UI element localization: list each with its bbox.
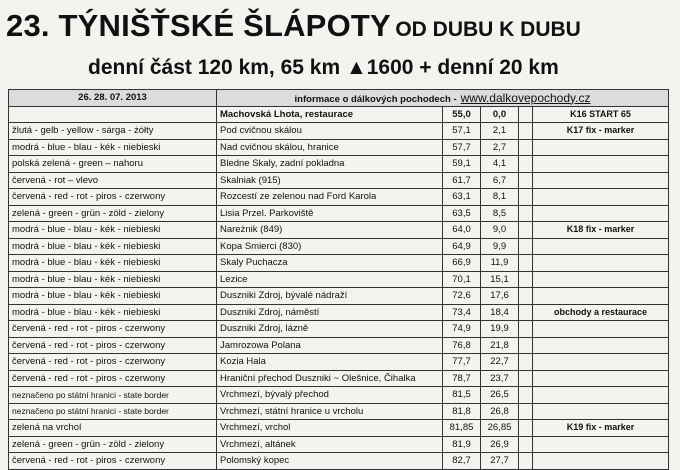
distance-cell: 21,8	[481, 337, 519, 354]
km-cell: 81,85	[443, 420, 481, 437]
place-cell: Duszniki Zdroj, náměstí	[217, 304, 443, 321]
trail-marker-cell: modrá - blue - blau - kék - niebieski	[9, 255, 217, 272]
spacer-cell	[519, 123, 533, 140]
table-row	[9, 271, 669, 288]
km-cell: 64,9	[443, 238, 481, 255]
checkpoint-note-cell: K19 fix - marker	[533, 420, 669, 437]
spacer-cell	[519, 238, 533, 255]
place-cell: Jamrozowa Polana	[217, 337, 443, 354]
spacer-cell	[519, 370, 533, 387]
place-cell: Skalniak (915)	[217, 172, 443, 189]
table-row	[9, 288, 669, 305]
title-main: 23. TÝNIŠŤSKÉ ŠLÁPOTY	[6, 8, 391, 43]
checkpoint-note-cell	[533, 255, 669, 272]
spacer-cell	[519, 288, 533, 305]
checkpoint-note-cell	[533, 139, 669, 156]
distance-cell: 23,7	[481, 370, 519, 387]
spacer-cell	[519, 271, 533, 288]
spacer-cell	[519, 420, 533, 437]
checkpoint-note-cell	[533, 156, 669, 173]
km-cell: 81,5	[443, 387, 481, 404]
km-cell: 66,9	[443, 255, 481, 272]
checkpoint-note-cell: K17 fix - marker	[533, 123, 669, 140]
km-cell: 82,7	[443, 453, 481, 470]
table-row	[9, 354, 669, 371]
distance-cell: 26,5	[481, 387, 519, 404]
km-cell: 81,9	[443, 436, 481, 453]
km-cell: 73,4	[443, 304, 481, 321]
trail-marker-cell: modrá - blue - blau - kék - niebieski	[9, 271, 217, 288]
spacer-cell	[519, 139, 533, 156]
table-row	[9, 255, 669, 272]
checkpoint-note-cell	[533, 337, 669, 354]
spacer-cell	[519, 205, 533, 222]
place-cell: Machovská Lhota, restaurace	[217, 106, 443, 123]
title-sub: OD DUBU K DUBU	[395, 18, 581, 41]
trail-marker-cell: žlutá - gelb - yellow - sárga - żółty	[9, 123, 217, 140]
spacer-cell	[519, 189, 533, 206]
table-row	[9, 189, 669, 206]
distance-cell: 19,9	[481, 321, 519, 338]
spacer-cell	[519, 106, 533, 123]
distance-cell: 26,85	[481, 420, 519, 437]
info-cell	[217, 90, 669, 107]
trail-marker-cell: modrá - blue - blau - kék - niebieski	[9, 139, 217, 156]
trail-marker-cell: červená - red - rot - piros - czerwony	[9, 370, 217, 387]
checkpoint-note-cell	[533, 238, 669, 255]
checkpoint-note-cell	[533, 189, 669, 206]
trail-marker-cell: zelená - green - grün - zöld - zielony	[9, 205, 217, 222]
place-cell: Skaly Puchacza	[217, 255, 443, 272]
distance-cell: 18,4	[481, 304, 519, 321]
table-row	[9, 172, 669, 189]
checkpoint-note-cell	[533, 387, 669, 404]
distance-cell: 2,7	[481, 139, 519, 156]
spacer-cell	[519, 304, 533, 321]
table-row	[9, 337, 669, 354]
distance-cell: 8,5	[481, 205, 519, 222]
table-row	[9, 238, 669, 255]
info-link[interactable]: www.dalkovepochody.cz	[460, 90, 591, 105]
km-cell: 77,7	[443, 354, 481, 371]
km-cell: 74,9	[443, 321, 481, 338]
spacer-cell	[519, 403, 533, 420]
place-cell: Lezice	[217, 271, 443, 288]
distance-cell: 6,7	[481, 172, 519, 189]
km-cell: 63,5	[443, 205, 481, 222]
table-row	[9, 139, 669, 156]
place-cell: Duszniki Zdroj, lázně	[217, 321, 443, 338]
trail-marker-cell: neznačeno po státní hranici - state border	[9, 387, 217, 404]
km-cell: 63,1	[443, 189, 481, 206]
trail-marker-cell: červená - red - rot - piros - czerwony	[9, 321, 217, 338]
trail-marker-cell: červená - red - rot - piros - czerwony	[9, 337, 217, 354]
table-row	[9, 436, 669, 453]
spacer-cell	[519, 354, 533, 371]
checkpoint-note-cell	[533, 288, 669, 305]
place-cell: Duszniki Zdroj, bývalé nádraží	[217, 288, 443, 305]
place-cell: Hraniční přechod Duszniki ~ Olešnice, Čihalka	[217, 370, 443, 387]
trail-marker-cell: červená - red - rot - piros - czerwony	[9, 354, 217, 371]
km-cell: 72,6	[443, 288, 481, 305]
table-row	[9, 387, 669, 404]
km-cell: 59,1	[443, 156, 481, 173]
distance-cell: 9,0	[481, 222, 519, 239]
checkpoint-note-cell	[533, 271, 669, 288]
place-cell: Vrchmezí, bývalý přechod	[217, 387, 443, 404]
trail-marker-cell: zelená na vrchol	[9, 420, 217, 437]
trail-marker-cell: modrá - blue - blau - kék - niebieski	[9, 288, 217, 305]
table-row	[9, 453, 669, 470]
km-cell: 57,7	[443, 139, 481, 156]
checkpoint-note-cell	[533, 436, 669, 453]
table-row	[9, 420, 669, 437]
document-title	[6, 8, 581, 44]
distance-cell: 11,9	[481, 255, 519, 272]
km-cell: 64,0	[443, 222, 481, 239]
km-cell: 70,1	[443, 271, 481, 288]
info-label: informace o dálkových pochodech -	[294, 93, 457, 105]
route-table-body	[9, 90, 669, 470]
checkpoint-note-cell: K16 START 65	[533, 106, 669, 123]
place-cell: Vrchmezí, státní hranice u vrcholu	[217, 403, 443, 420]
spacer-cell	[519, 255, 533, 272]
km-cell: 78,7	[443, 370, 481, 387]
trail-marker-cell: modrá - blue - blau - kék - niebieski	[9, 222, 217, 239]
place-cell: Nad cvičnou skálou, hranice	[217, 139, 443, 156]
place-cell: Kozia Hala	[217, 354, 443, 371]
distance-cell: 27,7	[481, 453, 519, 470]
table-row	[9, 156, 669, 173]
table-row	[9, 304, 669, 321]
trail-marker-cell: červená - rot – vlevo	[9, 172, 217, 189]
checkpoint-note-cell	[533, 354, 669, 371]
place-cell: Bledne Skaly, zadní pokladna	[217, 156, 443, 173]
checkpoint-note-cell: K18 fix - marker	[533, 222, 669, 239]
spacer-cell	[519, 453, 533, 470]
checkpoint-note-cell	[533, 370, 669, 387]
table-row	[9, 370, 669, 387]
checkpoint-note-cell	[533, 453, 669, 470]
trail-marker-cell: červená - red - rot - piros - czerwony	[9, 189, 217, 206]
trail-marker-cell: zelená - green - grün - zöld - zielony	[9, 436, 217, 453]
trail-marker-cell: polská zelená - green – nahoru	[9, 156, 217, 173]
place-cell: Pod cvičnou skálou	[217, 123, 443, 140]
spacer-cell	[519, 321, 533, 338]
checkpoint-note-cell	[533, 321, 669, 338]
checkpoint-note-cell	[533, 403, 669, 420]
trail-marker-cell: červená - red - rot - piros - czerwony	[9, 453, 217, 470]
trail-marker-cell	[9, 106, 217, 123]
km-cell: 57,1	[443, 123, 481, 140]
distance-cell: 4,1	[481, 156, 519, 173]
distance-cell: 26,8	[481, 403, 519, 420]
table-row	[9, 403, 669, 420]
km-cell: 61,7	[443, 172, 481, 189]
route-table	[8, 89, 669, 470]
place-cell: Polomský kopec	[217, 453, 443, 470]
distance-cell: 17,6	[481, 288, 519, 305]
km-cell: 55,0	[443, 106, 481, 123]
place-cell: Vrchmezí, altánek	[217, 436, 443, 453]
spacer-cell	[519, 436, 533, 453]
distance-cell: 22,7	[481, 354, 519, 371]
trail-marker-cell: neznačeno po státní hranici - state border	[9, 403, 217, 420]
table-row	[9, 123, 669, 140]
spacer-cell	[519, 337, 533, 354]
spacer-cell	[519, 156, 533, 173]
checkpoint-note-cell	[533, 205, 669, 222]
place-cell: Rozcestí ze zelenou nad Ford Karola	[217, 189, 443, 206]
distance-cell: 26,9	[481, 436, 519, 453]
table-row	[9, 205, 669, 222]
distance-cell: 9,9	[481, 238, 519, 255]
km-cell: 76,8	[443, 337, 481, 354]
trail-marker-cell: modrá - blue - blau - kék - niebieski	[9, 238, 217, 255]
table-row	[9, 222, 669, 239]
place-cell: Nareżnik (849)	[217, 222, 443, 239]
distance-cell: 2,1	[481, 123, 519, 140]
distance-cell: 0,0	[481, 106, 519, 123]
distance-cell: 8,1	[481, 189, 519, 206]
place-cell: Lisia Przel. Parkoviště	[217, 205, 443, 222]
distance-cell: 15,1	[481, 271, 519, 288]
spacer-cell	[519, 172, 533, 189]
table-row	[9, 321, 669, 338]
spacer-cell	[519, 222, 533, 239]
table-row	[9, 106, 669, 123]
spacer-cell	[519, 387, 533, 404]
checkpoint-note-cell: obchody a restaurace	[533, 304, 669, 321]
place-cell: Kopa Smierci (830)	[217, 238, 443, 255]
km-cell: 81,8	[443, 403, 481, 420]
checkpoint-note-cell	[533, 172, 669, 189]
table-header-row	[9, 90, 669, 107]
event-date: 26. 28. 07. 2013	[9, 90, 217, 107]
route-summary: denní část 120 km, 65 km ▲1600 + denní 20 km	[88, 56, 559, 79]
trail-marker-cell: modrá - blue - blau - kék - niebieski	[9, 304, 217, 321]
place-cell: Vrchmezí, vrchol	[217, 420, 443, 437]
